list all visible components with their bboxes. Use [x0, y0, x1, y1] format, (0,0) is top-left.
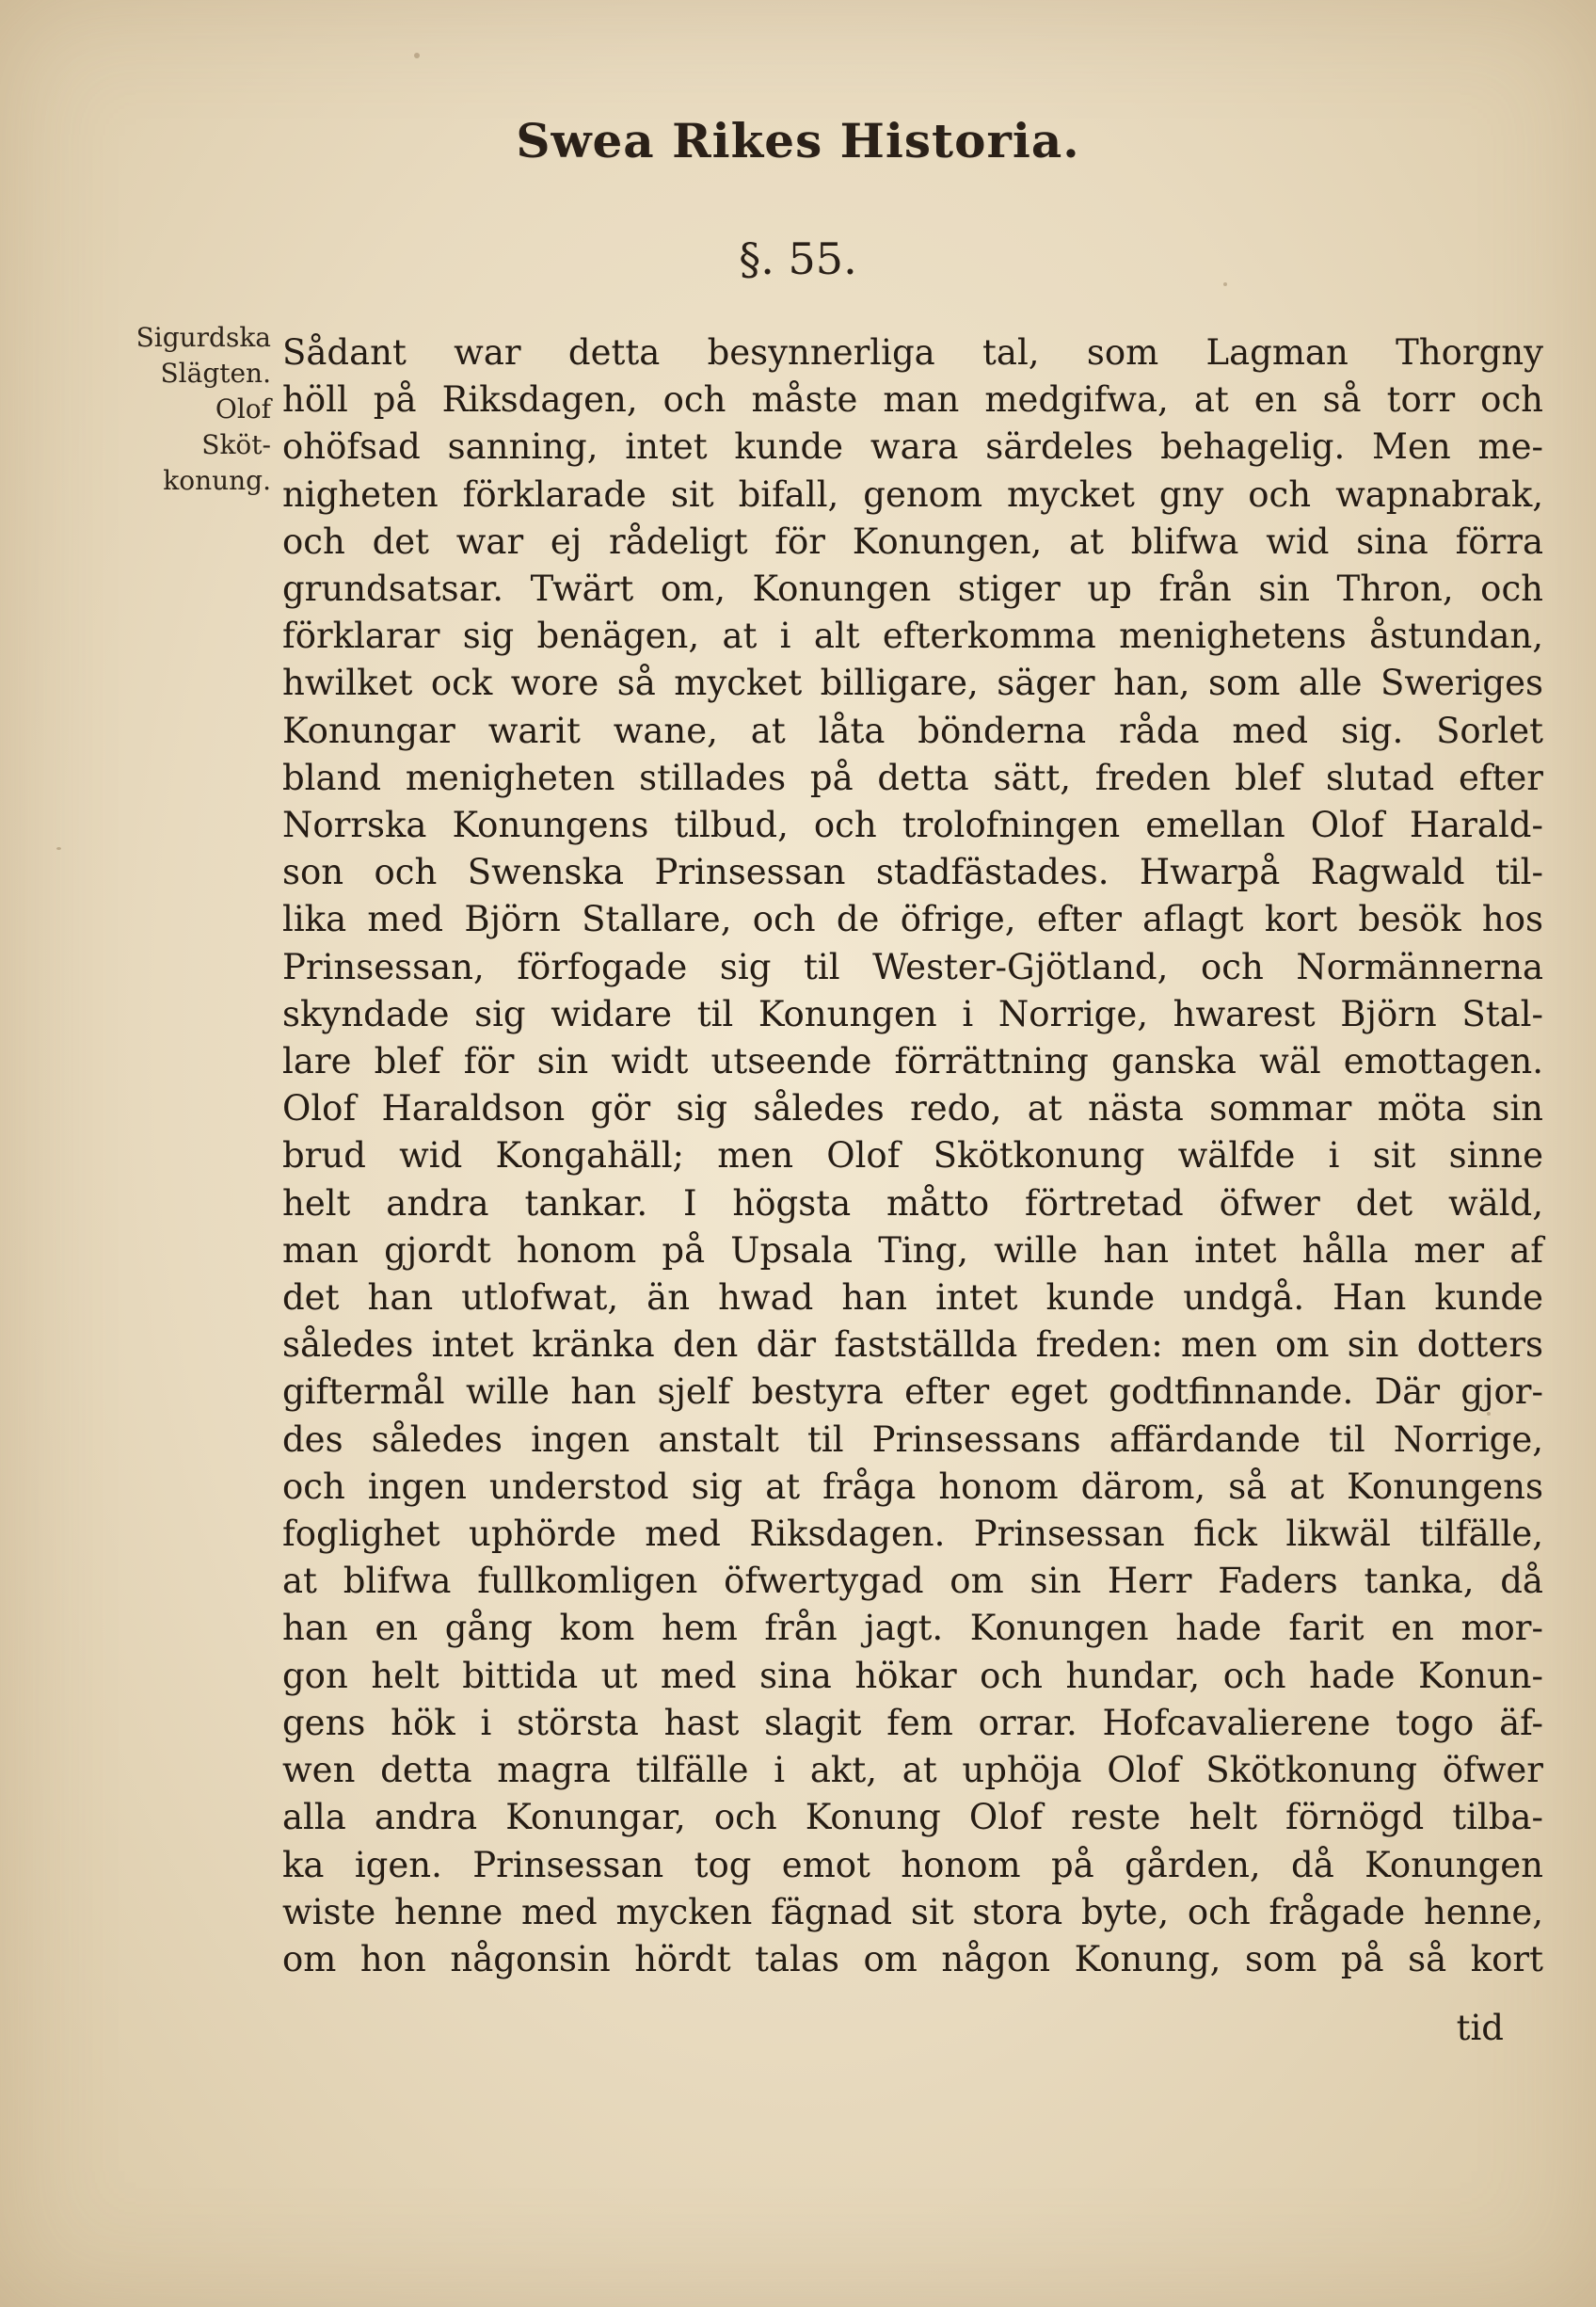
text-line: således intet kränka den där fastställda freden: men om sin dotters	[282, 1324, 1543, 1366]
text-line: gon helt bittida ut med sina hökar och hundar, och hade Konun-	[282, 1655, 1543, 1696]
text-line: man gjordt honom på Upsala Ting, wille han intet hålla mer af	[282, 1229, 1543, 1271]
text-line: ohöfsad sanning, intet kunde wara särdeles behagelig. Men me-	[282, 426, 1543, 468]
body-text	[282, 329, 1543, 1983]
text-line: son och Swenska Prinsessan stadfästades. Hwarpå Ragwald til-	[282, 852, 1543, 893]
margin-note-line: Olof	[215, 393, 271, 425]
margin-note-line: Sköt-	[201, 429, 271, 460]
text-line: des således ingen anstalt til Prinsessans affärdande til Norrige,	[282, 1418, 1543, 1460]
text-line: at blifwa fullkomligen öfwertygad om sin Herr Faders tanka, då	[282, 1561, 1543, 1602]
text-line: brud wid Kongahäll; men Olof Skötkonung wälfde i sit sinne	[282, 1135, 1543, 1177]
text-line: wen detta magra tilfälle i akt, at uphöja Olof Skötkonung öfwer	[282, 1750, 1543, 1791]
text-line: Norrska Konungens tilbud, och trolofningen emellan Olof Harald-	[282, 805, 1543, 846]
section-number: §. 55.	[739, 233, 857, 284]
text-line: skyndade sig widare til Konungen i Norrige, hwarest Björn Stal-	[282, 993, 1543, 1034]
paper-speck	[414, 53, 420, 58]
catchword: tid	[1456, 2008, 1504, 2048]
margin-note	[102, 320, 271, 499]
text-line: det han utlofwat, än hwad han intet kunde undgå. Han kunde	[282, 1277, 1543, 1319]
text-line: wiste henne med mycken fägnad sit stora byte, och frågade henne,	[282, 1891, 1543, 1932]
text-line: nigheten förklarade sit bifall, genom mycket gny och wapnabrak,	[282, 473, 1543, 515]
margin-note-line: konung.	[163, 465, 271, 496]
text-line: och ingen understod sig at fråga honom därom, så at Konungens	[282, 1466, 1543, 1507]
text-line: grundsatsar. Twärt om, Konungen stiger up från sin Thron, och	[282, 569, 1543, 610]
text-line: förklarar sig benägen, at i alt efterkomma menighetens åstundan,	[282, 616, 1543, 657]
text-line: lika med Björn Stallare, och de öfrige, efter aflagt kort besök hos	[282, 899, 1543, 940]
text-line: bland menigheten stillades på detta sätt, freden blef slutad efter	[282, 757, 1543, 798]
text-line: Prinsessan, förfogade sig til Wester-Gjötland, och Normännerna	[282, 946, 1543, 987]
text-line: ka igen. Prinsessan tog emot honom på gården, då Konungen	[282, 1844, 1543, 1885]
text-line: han en gång kom hem från jagt. Konungen hade farit en mor-	[282, 1608, 1543, 1649]
margin-note-line: Slägten.	[160, 358, 271, 389]
text-line: foglighet uphörde med Riksdagen. Prinsessan fick likwäl tilfälle,	[282, 1514, 1543, 1555]
text-line: lare blef för sin widt utseende förrättning ganska wäl emottagen.	[282, 1041, 1543, 1082]
text-line: alla andra Konungar, och Konung Olof reste helt förnögd tilba-	[282, 1797, 1543, 1838]
text-line: gens hök i största hast slagit fem orrar. Hofcavalierene togo äf-	[282, 1702, 1543, 1743]
text-line: höll på Riksdagen, och måste man medgifwa, at en så torr och	[282, 379, 1543, 421]
text-line: Olof Haraldson gör sig således redo, at nästa sommar möta sin	[282, 1088, 1543, 1129]
text-line: hwilket ock wore så mycket billigare, säger han, som alle Sweriges	[282, 663, 1543, 704]
text-line: Sådant war detta besynnerliga tal, som Lagman Thorgny	[282, 332, 1543, 373]
text-line: och det war ej rådeligt för Konungen, at blifwa wid sina förra	[282, 521, 1543, 562]
text-line: Konungar warit wane, at låta bönderna råda med sig. Sorlet	[282, 710, 1543, 751]
paper-speck	[56, 847, 61, 850]
running-head: Swea Rikes Historia.	[516, 113, 1080, 168]
text-line: om hon någonsin hördt talas om någon Konung, som på så kort	[282, 1938, 1543, 1979]
text-line: giftermål wille han sjelf bestyra efter eget godtfinnande. Där gjor-	[282, 1371, 1543, 1413]
margin-note-line: Sigurdska	[136, 322, 271, 353]
text-line: helt andra tankar. I högsta måtto förtretad öfwer det wäld,	[282, 1182, 1543, 1224]
